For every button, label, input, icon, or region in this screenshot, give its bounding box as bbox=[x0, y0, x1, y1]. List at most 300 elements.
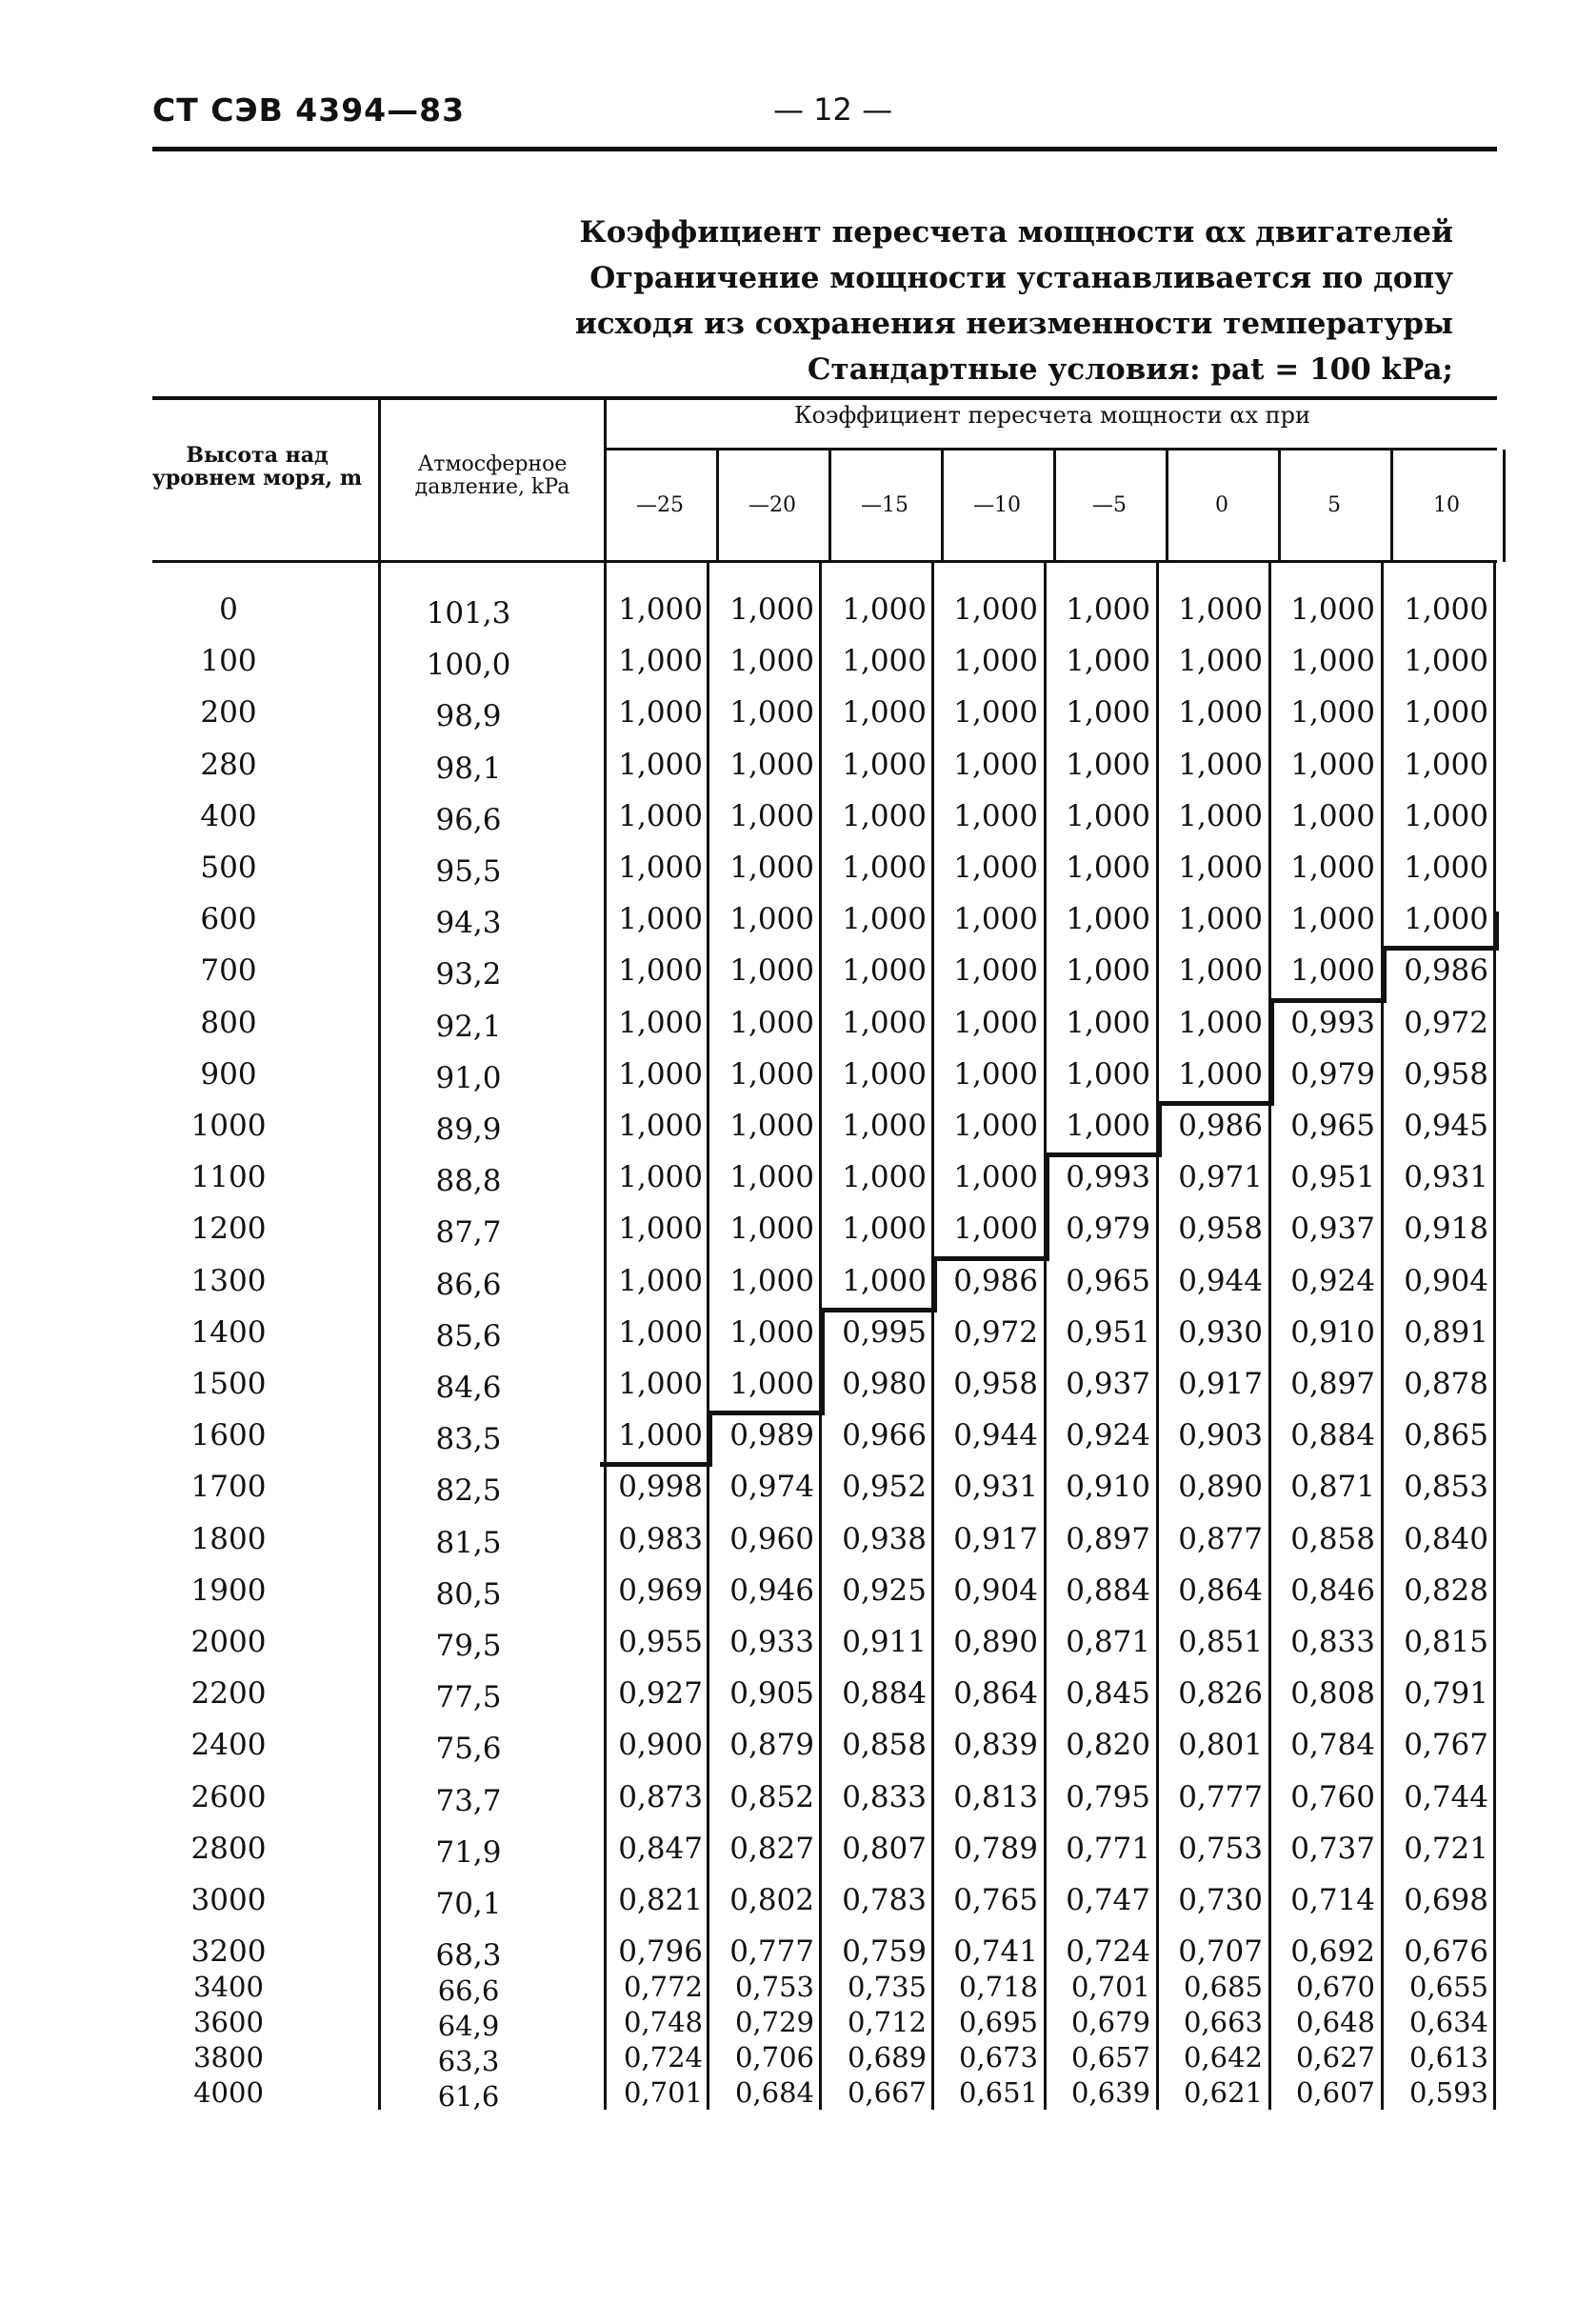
coefficient-cell: 1,000 bbox=[1066, 851, 1150, 885]
coefficient-cell: 0,753 bbox=[1178, 1831, 1263, 1866]
limit-boundary-line bbox=[1493, 912, 1499, 951]
coefficient-cell: 0,864 bbox=[1178, 1573, 1263, 1608]
coefficient-cell: 0,938 bbox=[842, 1521, 927, 1556]
pressure-cell: 79,5 bbox=[435, 1629, 502, 1663]
coefficient-cell: 1,000 bbox=[729, 851, 814, 885]
coefficient-cell: 1,000 bbox=[842, 1005, 927, 1040]
coefficient-cell: 0,931 bbox=[953, 1470, 1038, 1505]
coefficient-cell: 1,000 bbox=[729, 695, 814, 731]
coefficient-cell: 0,847 bbox=[618, 1831, 703, 1866]
coefficient-cell: 0,897 bbox=[1066, 1521, 1150, 1556]
altitude-cell: 1400 bbox=[190, 1314, 267, 1350]
coefficient-cell: 0,931 bbox=[1404, 1160, 1488, 1195]
altitude-column-header: Высота над уровнем моря, m bbox=[151, 443, 363, 491]
coefficient-cell: 0,871 bbox=[1066, 1625, 1150, 1659]
pressure-cell: 61,6 bbox=[437, 2080, 500, 2114]
coefficient-cell: 0,821 bbox=[618, 1883, 703, 1917]
coefficient-cell: 1,000 bbox=[1066, 798, 1150, 833]
coefficient-cell: 0,890 bbox=[953, 1625, 1038, 1659]
coefficient-cell: 0,917 bbox=[1178, 1367, 1263, 1401]
coefficient-cell: 0,695 bbox=[958, 2006, 1038, 2039]
coefficient-cell: 1,000 bbox=[729, 902, 814, 937]
temperature-header: —5 bbox=[1092, 493, 1127, 517]
coefficient-cell: 0,767 bbox=[1404, 1728, 1488, 1763]
coefficient-cell: 1,000 bbox=[1404, 902, 1488, 937]
coefficient-cell: 1,000 bbox=[1290, 644, 1375, 679]
pressure-cell: 95,5 bbox=[435, 854, 502, 889]
coefficient-cell: 0,718 bbox=[958, 1971, 1038, 2004]
temperature-header: —20 bbox=[749, 493, 796, 517]
pressure-cell: 91,0 bbox=[435, 1060, 502, 1095]
coefficient-cell: 0,989 bbox=[729, 1418, 814, 1453]
pressure-cell: 82,5 bbox=[435, 1473, 502, 1509]
column-separator bbox=[941, 450, 944, 562]
coefficient-cell: 0,627 bbox=[1295, 2041, 1375, 2074]
coefficient-cell: 0,986 bbox=[1178, 1109, 1263, 1143]
altitude-cell: 200 bbox=[200, 695, 257, 731]
coefficient-cell: 0,676 bbox=[1404, 1934, 1488, 1970]
coefficient-cell: 1,000 bbox=[1404, 592, 1488, 627]
coefficient-cell: 0,679 bbox=[1070, 2006, 1150, 2039]
altitude-cell: 1500 bbox=[190, 1367, 267, 1401]
altitude-cell: 4000 bbox=[193, 2076, 264, 2110]
coefficient-cell: 1,000 bbox=[1178, 798, 1263, 833]
coefficient-cell: 0,685 bbox=[1183, 1971, 1263, 2004]
coefficient-cell: 0,993 bbox=[1066, 1160, 1150, 1195]
limit-boundary-line bbox=[1381, 946, 1387, 1002]
coefficient-cell: 1,000 bbox=[1066, 902, 1150, 937]
coefficient-cell: 0,833 bbox=[842, 1779, 927, 1814]
temperature-header: 0 bbox=[1215, 493, 1228, 517]
coefficient-cell: 1,000 bbox=[1290, 902, 1375, 937]
coefficient-cell: 0,911 bbox=[842, 1625, 927, 1659]
coefficient-cell: 1,000 bbox=[842, 747, 927, 782]
coefficient-cell: 0,760 bbox=[1290, 1779, 1375, 1814]
column-separator bbox=[1053, 450, 1056, 562]
altitude-cell: 700 bbox=[200, 953, 257, 989]
coefficient-cell: 1,000 bbox=[618, 1418, 703, 1453]
coefficient-cell: 0,735 bbox=[847, 1971, 927, 2004]
coefficient-cell: 1,000 bbox=[618, 1314, 703, 1350]
pressure-column-header: Атмосферное давление, kPa bbox=[414, 452, 570, 499]
coefficient-cell: 1,000 bbox=[618, 902, 703, 937]
coefficient-cell: 0,933 bbox=[729, 1625, 814, 1659]
coefficient-cell: 0,904 bbox=[1404, 1263, 1488, 1298]
coefficient-cell: 0,663 bbox=[1183, 2006, 1263, 2039]
coefficient-cell: 0,771 bbox=[1066, 1831, 1150, 1866]
coefficient-cell: 1,000 bbox=[618, 1367, 703, 1401]
column-separator bbox=[931, 562, 934, 2110]
coefficient-cell: 1,000 bbox=[1066, 1005, 1150, 1040]
limit-boundary-line bbox=[1268, 998, 1274, 1106]
coefficient-cell: 0,741 bbox=[953, 1934, 1038, 1970]
coefficient-cell: 1,000 bbox=[729, 1263, 814, 1298]
coefficient-cell: 1,000 bbox=[842, 851, 927, 885]
coefficient-cell: 0,801 bbox=[1178, 1728, 1263, 1763]
coefficient-cell: 1,000 bbox=[1066, 592, 1150, 627]
pressure-cell: 77,5 bbox=[435, 1680, 502, 1715]
coefficient-cell: 0,833 bbox=[1290, 1625, 1375, 1659]
coefficient-cell: 1,000 bbox=[1066, 1109, 1150, 1143]
coefficient-cell: 0,846 bbox=[1290, 1573, 1375, 1608]
temperature-header: —25 bbox=[636, 493, 684, 517]
coefficient-cell: 0,918 bbox=[1404, 1212, 1488, 1247]
altitude-cell: 3000 bbox=[190, 1883, 267, 1917]
limit-boundary-line bbox=[1387, 946, 1495, 951]
coefficient-cell: 0,820 bbox=[1066, 1728, 1150, 1763]
coefficient-cell: 0,765 bbox=[953, 1883, 1038, 1917]
coefficient-cell: 1,000 bbox=[1178, 851, 1263, 885]
coefficient-cell: 0,737 bbox=[1290, 1831, 1375, 1866]
pressure-cell: 98,9 bbox=[435, 699, 502, 734]
coefficient-cell: 0,707 bbox=[1178, 1934, 1263, 1970]
coefficient-cell: 0,873 bbox=[618, 1779, 703, 1814]
coefficient-cell: 0,840 bbox=[1404, 1521, 1488, 1556]
altitude-cell: 900 bbox=[200, 1056, 257, 1092]
coefficient-cell: 0,747 bbox=[1066, 1883, 1150, 1917]
coefficient-cell: 1,000 bbox=[729, 1056, 814, 1092]
temperature-header: —10 bbox=[973, 493, 1021, 517]
coefficient-cell: 0,955 bbox=[618, 1625, 703, 1659]
coefficient-cell: 1,000 bbox=[842, 1109, 927, 1143]
coefficient-cell: 0,642 bbox=[1183, 2041, 1263, 2074]
coefficient-cell: 0,958 bbox=[1178, 1212, 1263, 1247]
coefficient-cell: 0,884 bbox=[842, 1676, 927, 1712]
coefficient-cell: 1,000 bbox=[842, 902, 927, 937]
coefficient-cell: 0,864 bbox=[953, 1676, 1038, 1712]
coefficient-cell: 0,903 bbox=[1178, 1418, 1263, 1453]
coefficient-cell: 0,900 bbox=[618, 1728, 703, 1763]
altitude-cell: 2200 bbox=[190, 1676, 267, 1712]
coefficient-cell: 0,969 bbox=[618, 1573, 703, 1608]
coefficient-cell: 0,972 bbox=[1404, 1005, 1488, 1040]
coefficient-cell: 0,845 bbox=[1066, 1676, 1150, 1712]
pressure-cell: 75,6 bbox=[435, 1732, 502, 1767]
altitude-cell: 1600 bbox=[190, 1418, 267, 1453]
coefficient-cell: 0,621 bbox=[1183, 2076, 1263, 2110]
coefficient-cell: 0,951 bbox=[1066, 1314, 1150, 1350]
coefficient-cell: 1,000 bbox=[953, 1160, 1038, 1195]
limit-boundary-line bbox=[825, 1308, 933, 1312]
coefficient-cell: 1,000 bbox=[729, 1109, 814, 1143]
coefficient-cell: 0,958 bbox=[953, 1367, 1038, 1401]
coefficient-cell: 0,852 bbox=[729, 1779, 814, 1814]
pressure-cell: 98,1 bbox=[435, 751, 502, 786]
coefficient-cell: 0,879 bbox=[729, 1728, 814, 1763]
coefficient-cell: 0,952 bbox=[842, 1470, 927, 1505]
coefficient-cell: 1,000 bbox=[842, 592, 927, 627]
coefficient-cell: 0,980 bbox=[842, 1367, 927, 1401]
coefficient-cell: 1,000 bbox=[1066, 1056, 1150, 1092]
coefficient-cell: 0,673 bbox=[958, 2041, 1038, 2074]
coefficient-cell: 1,000 bbox=[729, 747, 814, 782]
coefficient-cell: 0,910 bbox=[1290, 1314, 1375, 1350]
coefficient-cell: 0,772 bbox=[623, 1971, 703, 2004]
pressure-cell: 83,5 bbox=[435, 1422, 502, 1457]
altitude-cell: 800 bbox=[200, 1005, 257, 1040]
altitude-cell: 1000 bbox=[190, 1109, 267, 1143]
altitude-cell: 3800 bbox=[193, 2041, 264, 2074]
coefficient-cell: 0,986 bbox=[953, 1263, 1038, 1298]
coefficient-cell: 0,858 bbox=[1290, 1521, 1375, 1556]
pressure-cell: 88,8 bbox=[435, 1164, 502, 1199]
altitude-cell: 2400 bbox=[190, 1728, 267, 1763]
coefficient-cell: 0,689 bbox=[847, 2041, 927, 2074]
coefficient-cell: 0,851 bbox=[1178, 1625, 1263, 1659]
altitude-cell: 100 bbox=[200, 644, 257, 679]
coefficient-cell: 1,000 bbox=[1178, 902, 1263, 937]
coefficient-cell: 0,827 bbox=[729, 1831, 814, 1866]
coefficient-cell: 0,791 bbox=[1404, 1676, 1488, 1712]
column-separator bbox=[707, 562, 709, 2110]
altitude-cell: 3400 bbox=[193, 1971, 264, 2004]
coefficient-cell: 0,937 bbox=[1290, 1212, 1375, 1247]
altitude-cell: 0 bbox=[219, 592, 238, 627]
coefficient-cell: 0,993 bbox=[1290, 1005, 1375, 1040]
coefficient-cell: 1,000 bbox=[842, 695, 927, 731]
coefficient-cell: 1,000 bbox=[953, 1005, 1038, 1040]
coefficient-cell: 0,777 bbox=[1178, 1779, 1263, 1814]
coefficient-cell: 1,000 bbox=[842, 644, 927, 679]
coefficient-cell: 0,657 bbox=[1070, 2041, 1150, 2074]
coefficient-cell: 1,000 bbox=[729, 1367, 814, 1401]
pressure-cell: 94,3 bbox=[435, 906, 502, 941]
limit-boundary-line bbox=[1049, 1152, 1158, 1157]
coefficient-cell: 0,974 bbox=[729, 1470, 814, 1505]
coefficient-cell: 0,878 bbox=[1404, 1367, 1488, 1401]
coefficient-cell: 0,853 bbox=[1404, 1470, 1488, 1505]
coefficient-cell: 0,905 bbox=[729, 1676, 814, 1712]
coefficient-cell: 1,000 bbox=[729, 1314, 814, 1350]
coefficient-cell: 1,000 bbox=[842, 1056, 927, 1092]
coefficient-cell: 0,639 bbox=[1070, 2076, 1150, 2110]
coefficient-cell: 1,000 bbox=[618, 1109, 703, 1143]
coefficient-cell: 0,748 bbox=[623, 2006, 703, 2039]
pressure-cell: 87,7 bbox=[435, 1215, 502, 1251]
coefficient-cell: 1,000 bbox=[1178, 953, 1263, 989]
altitude-cell: 2800 bbox=[190, 1831, 267, 1866]
coefficient-cell: 1,000 bbox=[618, 851, 703, 885]
coefficient-cell: 0,730 bbox=[1178, 1883, 1263, 1917]
altitude-cell: 1200 bbox=[190, 1212, 267, 1247]
coefficient-cell: 0,924 bbox=[1066, 1418, 1150, 1453]
coefficient-cell: 0,753 bbox=[734, 1971, 814, 2004]
table-title-line-1: Коэффициент пересчета мощности αx двигателей bbox=[579, 215, 1453, 250]
coefficient-cell: 1,000 bbox=[842, 953, 927, 989]
coefficient-cell: 0,904 bbox=[953, 1573, 1038, 1608]
coefficient-cell: 1,000 bbox=[729, 644, 814, 679]
limit-boundary-line bbox=[819, 1308, 825, 1415]
coefficient-cell: 1,000 bbox=[618, 953, 703, 989]
altitude-cell: 3600 bbox=[193, 2006, 264, 2039]
table-title-line-3: исходя из сохранения неизменности температуры bbox=[574, 307, 1453, 341]
coefficient-cell: 0,891 bbox=[1404, 1314, 1488, 1350]
limit-boundary-line bbox=[1162, 1101, 1270, 1106]
pressure-cell: 96,6 bbox=[435, 802, 502, 837]
pressure-cell: 70,1 bbox=[435, 1887, 502, 1921]
coefficient-cell: 0,828 bbox=[1404, 1573, 1488, 1608]
coefficient-cell: 1,000 bbox=[1404, 798, 1488, 833]
coefficient-cell: 1,000 bbox=[1066, 644, 1150, 679]
coefficient-cell: 0,613 bbox=[1408, 2041, 1488, 2074]
altitude-cell: 600 bbox=[200, 902, 257, 937]
coefficient-cell: 0,972 bbox=[953, 1314, 1038, 1350]
altitude-cell: 3200 bbox=[190, 1934, 267, 1970]
coefficient-cell: 1,000 bbox=[729, 1212, 814, 1247]
coefficient-cell: 0,937 bbox=[1066, 1367, 1150, 1401]
coefficient-cell: 0,796 bbox=[618, 1934, 703, 1970]
coefficient-cell: 0,944 bbox=[953, 1418, 1038, 1453]
coefficient-cell: 0,744 bbox=[1404, 1779, 1488, 1814]
coefficient-cell: 1,000 bbox=[1404, 644, 1488, 679]
limit-boundary-line bbox=[707, 1411, 712, 1467]
coefficient-cell: 1,000 bbox=[1178, 644, 1263, 679]
coef-group-rule bbox=[606, 448, 1497, 451]
column-separator bbox=[1381, 562, 1384, 2110]
coefficient-cell: 0,724 bbox=[623, 2041, 703, 2074]
coefficient-cell: 0,971 bbox=[1178, 1160, 1263, 1195]
coefficient-cell: 0,910 bbox=[1066, 1470, 1150, 1505]
altitude-cell: 1100 bbox=[190, 1160, 267, 1195]
coefficient-cell: 0,795 bbox=[1066, 1779, 1150, 1814]
column-separator bbox=[378, 398, 381, 2110]
coefficient-cell: 1,000 bbox=[1066, 747, 1150, 782]
coefficient-cell: 0,607 bbox=[1295, 2076, 1375, 2110]
coefficient-cell: 0,783 bbox=[842, 1883, 927, 1917]
coefficient-cell: 1,000 bbox=[1290, 695, 1375, 731]
coefficient-cell: 0,890 bbox=[1178, 1470, 1263, 1505]
column-separator bbox=[1390, 450, 1393, 562]
limit-boundary-line bbox=[712, 1411, 821, 1415]
coefficient-cell: 1,000 bbox=[618, 592, 703, 627]
limit-boundary-line bbox=[1156, 1101, 1162, 1157]
coefficient-cell: 0,706 bbox=[734, 2041, 814, 2074]
coefficient-cell: 0,670 bbox=[1295, 1971, 1375, 2004]
limit-boundary-line bbox=[931, 1256, 937, 1312]
altitude-cell: 2000 bbox=[190, 1625, 267, 1659]
table-title-line-4: Стандартные условия: pat = 100 kPa; bbox=[807, 352, 1453, 387]
coefficient-cell: 1,000 bbox=[1404, 851, 1488, 885]
coefficient-cell: 0,692 bbox=[1290, 1934, 1375, 1970]
coefficient-cell: 0,813 bbox=[953, 1779, 1038, 1814]
header-rule bbox=[152, 147, 1497, 151]
coefficient-cell: 1,000 bbox=[618, 798, 703, 833]
coefficient-cell: 0,634 bbox=[1408, 2006, 1488, 2039]
coefficient-cell: 1,000 bbox=[953, 1212, 1038, 1247]
coefficient-cell: 0,930 bbox=[1178, 1314, 1263, 1350]
coefficient-cell: 1,000 bbox=[953, 902, 1038, 937]
coefficient-cell: 0,802 bbox=[729, 1883, 814, 1917]
coefficient-cell: 0,884 bbox=[1290, 1418, 1375, 1453]
pressure-cell: 101,3 bbox=[426, 596, 511, 631]
coefficient-cell: 1,000 bbox=[618, 1160, 703, 1195]
coefficient-cell: 1,000 bbox=[842, 1263, 927, 1298]
altitude-cell: 1800 bbox=[190, 1521, 267, 1556]
coefficient-cell: 1,000 bbox=[618, 644, 703, 679]
coefficient-cell: 0,951 bbox=[1290, 1160, 1375, 1195]
coefficient-cell: 1,000 bbox=[1066, 953, 1150, 989]
column-separator bbox=[716, 450, 719, 562]
column-separator bbox=[1268, 562, 1271, 2110]
limit-boundary-line bbox=[1274, 998, 1383, 1003]
column-separator bbox=[1503, 450, 1506, 562]
pressure-cell: 71,9 bbox=[435, 1834, 502, 1870]
limit-boundary-line bbox=[1044, 1152, 1049, 1260]
coefficient-cell: 0,701 bbox=[623, 2076, 703, 2110]
coefficient-cell: 0,759 bbox=[842, 1934, 927, 1970]
column-separator bbox=[1156, 562, 1159, 2110]
pressure-cell: 64,9 bbox=[437, 2010, 500, 2043]
coefficient-cell: 1,000 bbox=[953, 851, 1038, 885]
coefficient-cell: 1,000 bbox=[729, 1160, 814, 1195]
coefficient-cell: 0,960 bbox=[729, 1521, 814, 1556]
coefficient-cell: 0,777 bbox=[729, 1934, 814, 1970]
pressure-cell: 66,6 bbox=[437, 1974, 500, 2008]
pressure-cell: 84,6 bbox=[435, 1371, 502, 1405]
coefficient-cell: 0,784 bbox=[1290, 1728, 1375, 1763]
coefficient-cell: 1,000 bbox=[842, 1160, 927, 1195]
pressure-cell: 92,1 bbox=[435, 1009, 502, 1044]
coefficient-cell: 1,000 bbox=[1404, 695, 1488, 731]
coefficient-cell: 1,000 bbox=[618, 1005, 703, 1040]
pressure-cell: 63,3 bbox=[437, 2045, 500, 2078]
coefficient-cell: 1,000 bbox=[1290, 851, 1375, 885]
altitude-cell: 1700 bbox=[190, 1470, 267, 1505]
altitude-cell: 400 bbox=[200, 798, 257, 833]
coefficient-cell: 1,000 bbox=[842, 1212, 927, 1247]
coefficient-cell: 1,000 bbox=[953, 747, 1038, 782]
coefficient-cell: 0,651 bbox=[958, 2076, 1038, 2110]
temperature-header: —15 bbox=[861, 493, 908, 517]
coefficient-cell: 1,000 bbox=[1178, 747, 1263, 782]
temperature-header: 5 bbox=[1327, 493, 1341, 517]
coefficient-cell: 0,808 bbox=[1290, 1676, 1375, 1712]
coefficient-cell: 0,684 bbox=[734, 2076, 814, 2110]
coefficient-cell: 0,655 bbox=[1408, 1971, 1488, 2004]
column-separator bbox=[828, 450, 831, 562]
coefficient-cell: 1,000 bbox=[729, 592, 814, 627]
column-separator bbox=[1166, 450, 1168, 562]
coefficient-cell: 0,865 bbox=[1404, 1418, 1488, 1453]
coefficient-cell: 0,897 bbox=[1290, 1367, 1375, 1401]
coefficient-cell: 0,648 bbox=[1295, 2006, 1375, 2039]
coefficient-cell: 0,815 bbox=[1404, 1625, 1488, 1659]
header-bottom-rule bbox=[152, 560, 1497, 563]
coefficient-cell: 0,714 bbox=[1290, 1883, 1375, 1917]
temperature-header: 10 bbox=[1433, 493, 1460, 517]
column-separator bbox=[1044, 562, 1047, 2110]
coefficient-cell: 0,979 bbox=[1066, 1212, 1150, 1247]
coefficient-cell: 1,000 bbox=[1290, 798, 1375, 833]
coefficient-cell: 0,958 bbox=[1404, 1056, 1488, 1092]
coefficient-cell: 0,965 bbox=[1066, 1263, 1150, 1298]
coefficient-cell: 0,871 bbox=[1290, 1470, 1375, 1505]
page-number: — 12 — bbox=[773, 91, 893, 128]
coefficient-cell: 0,986 bbox=[1404, 953, 1488, 989]
coefficient-cell: 0,807 bbox=[842, 1831, 927, 1866]
column-separator bbox=[1278, 450, 1281, 562]
pressure-cell: 81,5 bbox=[435, 1525, 502, 1560]
coefficient-cell: 1,000 bbox=[618, 695, 703, 731]
coefficient-cell: 0,884 bbox=[1066, 1573, 1150, 1608]
coefficient-cell: 0,966 bbox=[842, 1418, 927, 1453]
coefficient-cell: 0,839 bbox=[953, 1728, 1038, 1763]
coefficient-column-group-header: Коэффициент пересчета мощности αx при bbox=[793, 402, 1310, 429]
altitude-cell: 2600 bbox=[190, 1779, 267, 1814]
coefficient-cell: 0,593 bbox=[1408, 2076, 1488, 2110]
coefficient-cell: 1,000 bbox=[1066, 695, 1150, 731]
pressure-cell: 86,6 bbox=[435, 1267, 502, 1302]
